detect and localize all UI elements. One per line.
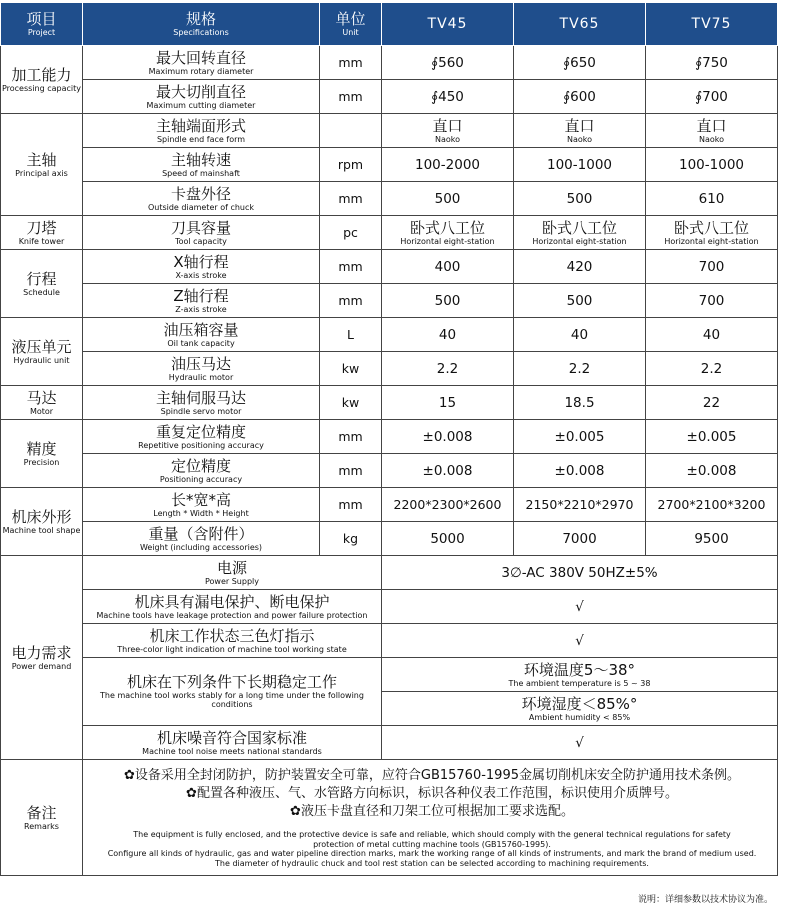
value-cell: 500 bbox=[382, 182, 514, 216]
value-cell: 100-2000 bbox=[382, 148, 514, 182]
value-cell: 直口 Naoko bbox=[646, 114, 778, 148]
value-cell: 18.5 bbox=[514, 386, 646, 420]
value-cell: 400 bbox=[382, 250, 514, 284]
value-cell: 9500 bbox=[646, 522, 778, 556]
table-row bbox=[1, 726, 778, 760]
table-row bbox=[1, 250, 778, 284]
value-cell: 15 bbox=[382, 386, 514, 420]
value-cell: 700 bbox=[646, 250, 778, 284]
spec-name: 刀具容量 Tool capacity bbox=[83, 216, 320, 250]
table-row bbox=[1, 284, 778, 318]
value-cell: 卧式八工位 Horizontal eight-station bbox=[646, 216, 778, 250]
table-row bbox=[1, 46, 778, 80]
category-stroke: 行程 Schedule bbox=[1, 250, 83, 318]
unit-cell: pc bbox=[320, 216, 382, 250]
check-cell: √ bbox=[382, 590, 778, 624]
remark-zh-line: ✿配置各种液压、气、水管路方向标识，标识各种仪表工作范围，标识使用介质牌号。 bbox=[186, 786, 678, 801]
table-row bbox=[1, 590, 778, 624]
header-model-tv75: TV75 bbox=[646, 3, 778, 46]
spec-name: 机床在下列条件下长期稳定工作 The machine tool works stably for a long time under the following conditions bbox=[83, 658, 382, 726]
spec-table bbox=[0, 2, 778, 876]
unit-cell: L bbox=[320, 318, 382, 352]
spec-name: Z轴行程 Z-axis stroke bbox=[83, 284, 320, 318]
value-cell: 直口 Naoko bbox=[382, 114, 514, 148]
footnote: 说明：详细参数以技术协议为准。 bbox=[637, 895, 773, 905]
unit-cell: mm bbox=[320, 250, 382, 284]
value-cell: 500 bbox=[514, 284, 646, 318]
value-cell: 2.2 bbox=[514, 352, 646, 386]
value-cell: 40 bbox=[382, 318, 514, 352]
spec-name: 主轴转速 Speed of mainshaft bbox=[83, 148, 320, 182]
value-cell: ±0.005 bbox=[646, 420, 778, 454]
value-cell: ±0.005 bbox=[514, 420, 646, 454]
spec-name: 卡盘外径 Outside diameter of chuck bbox=[83, 182, 320, 216]
category-power: 电力需求 Power demand bbox=[1, 556, 83, 760]
value-cell: 100-1000 bbox=[646, 148, 778, 182]
unit-cell: kg bbox=[320, 522, 382, 556]
table-row bbox=[1, 760, 778, 876]
category-hydraulic: 液压单元 Hydraulic unit bbox=[1, 318, 83, 386]
unit-cell: mm bbox=[320, 454, 382, 488]
value-cell: 3∅-AC 380V 50HZ±5% bbox=[382, 556, 778, 590]
value-cell: 直口 Naoko bbox=[514, 114, 646, 148]
value-cell: ±0.008 bbox=[646, 454, 778, 488]
value-cell: 700 bbox=[646, 284, 778, 318]
header-unit: 单位 Unit bbox=[320, 3, 382, 46]
value-cell: 卧式八工位 Horizontal eight-station bbox=[382, 216, 514, 250]
table-row bbox=[1, 148, 778, 182]
table-row bbox=[1, 352, 778, 386]
value-cell: 卧式八工位 Horizontal eight-station bbox=[514, 216, 646, 250]
spec-name: 机床具有漏电保护、断电保护 Machine tools have leakage protection and power failure protection bbox=[83, 590, 382, 624]
spec-name: 主轴端面形式 Spindle end face form bbox=[83, 114, 320, 148]
spec-name: 主轴伺服马达 Spindle servo motor bbox=[83, 386, 320, 420]
check-cell: √ bbox=[382, 726, 778, 760]
value-cell: ∮650 bbox=[514, 46, 646, 80]
spec-name: 最大切削直径 Maximum cutting diameter bbox=[83, 80, 320, 114]
remark-en-line: Configure all kinds of hydraulic, gas and water pipeline direction marks, mark the working range of all kinds of instruments, and mark the brand of medium used. bbox=[107, 849, 757, 858]
header-project: 项目 Project bbox=[1, 3, 83, 46]
spec-name: 重量（含附件） Weight (including accessories) bbox=[83, 522, 320, 556]
table-row bbox=[1, 182, 778, 216]
unit-cell: mm bbox=[320, 80, 382, 114]
unit-cell: rpm bbox=[320, 148, 382, 182]
unit-cell: mm bbox=[320, 46, 382, 80]
remarks-cell bbox=[83, 760, 778, 876]
category-remarks: 备注 Remarks bbox=[1, 760, 83, 876]
category-spindle: 主轴 Principal axis bbox=[1, 114, 83, 216]
value-cell: 环境温度5～38° The ambient temperature is 5 ~ 38 bbox=[382, 658, 778, 692]
table-row bbox=[1, 318, 778, 352]
unit-cell: kw bbox=[320, 386, 382, 420]
header-spec: 规格 Specifications bbox=[83, 3, 320, 46]
unit-cell: mm bbox=[320, 488, 382, 522]
table-row bbox=[1, 488, 778, 522]
value-cell: ∮700 bbox=[646, 80, 778, 114]
remark-zh-line: ✿设备采用全封闭防护，防护装置安全可靠，应符合GB15760-1995金属切削机床安全防护通用技术条例。 bbox=[123, 768, 740, 783]
spec-name: 油压箱容量 Oil tank capacity bbox=[83, 318, 320, 352]
table-row bbox=[1, 624, 778, 658]
table-row bbox=[1, 420, 778, 454]
value-cell: ±0.008 bbox=[382, 420, 514, 454]
value-cell: 22 bbox=[646, 386, 778, 420]
header-row bbox=[1, 3, 778, 46]
spec-name: 重复定位精度 Repetitive positioning accuracy bbox=[83, 420, 320, 454]
value-cell: 100-1000 bbox=[514, 148, 646, 182]
spec-name: 电源 Power Supply bbox=[83, 556, 382, 590]
check-cell: √ bbox=[382, 624, 778, 658]
spec-name: 机床噪音符合国家标准 Machine tool noise meets national standards bbox=[83, 726, 382, 760]
unit-cell: mm bbox=[320, 420, 382, 454]
value-cell: 5000 bbox=[382, 522, 514, 556]
table-row bbox=[1, 522, 778, 556]
table-row bbox=[1, 216, 778, 250]
value-cell: 420 bbox=[514, 250, 646, 284]
spec-name: X轴行程 X-axis stroke bbox=[83, 250, 320, 284]
value-cell: 环境湿度＜85%° Ambient humidity < 85% bbox=[382, 692, 778, 726]
value-cell: 500 bbox=[514, 182, 646, 216]
category-processing: 加工能力 Processing capacity bbox=[1, 46, 83, 114]
value-cell: 2700*2100*3200 bbox=[646, 488, 778, 522]
table-row bbox=[1, 454, 778, 488]
value-cell: 610 bbox=[646, 182, 778, 216]
spec-name: 机床工作状态三色灯指示 Three-color light indication of machine tool working state bbox=[83, 624, 382, 658]
value-cell: 500 bbox=[382, 284, 514, 318]
header-model-tv65: TV65 bbox=[514, 3, 646, 46]
spec-name: 最大回转直径 Maximum rotary diameter bbox=[83, 46, 320, 80]
category-turret: 刀塔 Knife tower bbox=[1, 216, 83, 250]
category-shape: 机床外形 Machine tool shape bbox=[1, 488, 83, 556]
unit-cell: mm bbox=[320, 182, 382, 216]
spec-name: 油压马达 Hydraulic motor bbox=[83, 352, 320, 386]
spec-name: 定位精度 Positioning accuracy bbox=[83, 454, 320, 488]
table-row bbox=[1, 386, 778, 420]
category-precision: 精度 Precision bbox=[1, 420, 83, 488]
value-cell: ∮560 bbox=[382, 46, 514, 80]
table-row bbox=[1, 556, 778, 590]
remark-en-line: protection of metal cutting machine tools (GB15760-1995). bbox=[313, 839, 551, 849]
unit-cell: mm bbox=[320, 284, 382, 318]
value-cell: 7000 bbox=[514, 522, 646, 556]
remark-zh-line: ✿液压卡盘直径和刀架工位可根据加工要求选配。 bbox=[290, 804, 574, 819]
table-row bbox=[1, 658, 778, 692]
spec-name: 长*宽*高 Length * Width * Height bbox=[83, 488, 320, 522]
header-model-tv45: TV45 bbox=[382, 3, 514, 46]
value-cell: 2150*2210*2970 bbox=[514, 488, 646, 522]
value-cell: 40 bbox=[646, 318, 778, 352]
remark-en-line: The equipment is fully enclosed, and the protective device is safe and reliable, which should comply with the general technical regulations for safety bbox=[133, 830, 731, 839]
value-cell: ±0.008 bbox=[382, 454, 514, 488]
value-cell: 2200*2300*2600 bbox=[382, 488, 514, 522]
table-row bbox=[1, 80, 778, 114]
category-motor: 马达 Motor bbox=[1, 386, 83, 420]
remark-en-line: The diameter of hydraulic chuck and tool rest station can be selected according to machining requirements. bbox=[215, 858, 649, 868]
value-cell: 40 bbox=[514, 318, 646, 352]
value-cell: 2.2 bbox=[646, 352, 778, 386]
value-cell: ∮750 bbox=[646, 46, 778, 80]
value-cell: ±0.008 bbox=[514, 454, 646, 488]
unit-cell bbox=[320, 114, 382, 148]
value-cell: ∮600 bbox=[514, 80, 646, 114]
unit-cell: kw bbox=[320, 352, 382, 386]
table-row bbox=[1, 114, 778, 148]
value-cell: ∮450 bbox=[382, 80, 514, 114]
value-cell: 2.2 bbox=[382, 352, 514, 386]
